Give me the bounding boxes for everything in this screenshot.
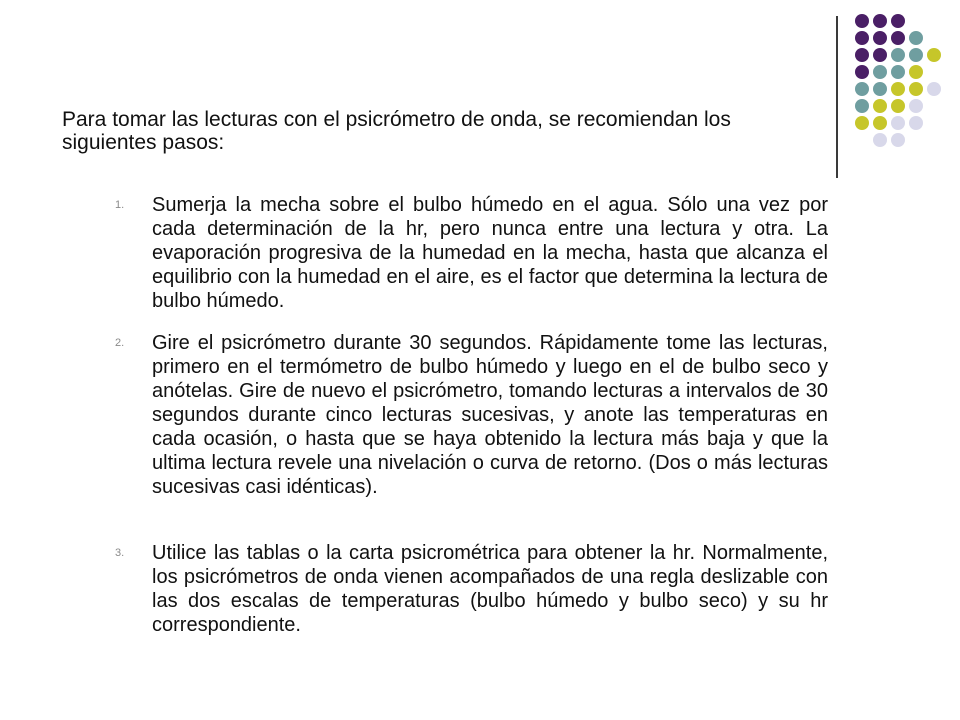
decorative-dot (909, 31, 923, 45)
decorative-dot (891, 99, 905, 113)
decorative-dot (873, 31, 887, 45)
decorative-dot (927, 48, 941, 62)
decorative-dot (927, 82, 941, 96)
slide-title: Para tomar las lecturas con el psicrómetro de onda, se recomiendan los siguientes pasos: (62, 108, 731, 154)
decorative-dot (855, 65, 869, 79)
decorative-dot (891, 48, 905, 62)
decorative-dot (873, 14, 887, 28)
decorative-dot (855, 48, 869, 62)
decorative-dot (891, 65, 905, 79)
step-number: 3. (115, 547, 125, 559)
decorative-dot (891, 31, 905, 45)
step-text: Sumerja la mecha sobre el bulbo húmedo en el agua. Sólo una vez por cada determinación de la hr, pero nunca entre una lectura y otra. La evaporación progresiva de la humedad en la mecha, hasta que alcanza el equilibrio con la humedad en el aire, es el factor que determina la lectura de bulbo húmedo. (152, 194, 828, 312)
decorative-dot (891, 14, 905, 28)
decorative-dot (873, 65, 887, 79)
step-number: 2. (115, 337, 125, 349)
decorative-dot (873, 82, 887, 96)
decorative-dot (909, 99, 923, 113)
decorative-dot (909, 48, 923, 62)
decorative-dot (873, 116, 887, 130)
decorative-dot (873, 48, 887, 62)
decorative-dot (909, 116, 923, 130)
decorative-dot (855, 116, 869, 130)
step-text: Utilice las tablas o la carta psicrométrica para obtener la hr. Normalmente, los psicrómetros de onda vienen acompañados de una regla deslizable con las dos escalas de temperaturas (bulbo húmedo y bulbo seco) y su hr correspondiente. (152, 542, 828, 636)
decorative-dot (909, 82, 923, 96)
decorative-dot (855, 82, 869, 96)
decorative-dot (891, 133, 905, 147)
decorative-dot (855, 31, 869, 45)
decorative-dot (873, 99, 887, 113)
decorative-dot (891, 116, 905, 130)
decorative-vertical-line (836, 16, 838, 178)
step-number: 1. (115, 199, 125, 211)
step-text: Gire el psicrómetro durante 30 segundos. Rápidamente tome las lecturas, primero en el termómetro de bulbo húmedo y luego en el de bulbo seco y anótelas. Gire de nuevo el psicrómetro, tomando lecturas a intervalos de 30 segundos durante cinco lecturas sucesivas, y anote las temperaturas en cada ocasión, o hasta que se haya obtenido la lectura más baja y que la ultima lectura revele una nivelación o curva de retorno. (Dos o más lecturas sucesivas casi idénticas). (152, 332, 828, 498)
decorative-dot (855, 14, 869, 28)
decorative-dot (855, 99, 869, 113)
decorative-dot (873, 133, 887, 147)
decorative-dot (891, 82, 905, 96)
decorative-dot (909, 65, 923, 79)
